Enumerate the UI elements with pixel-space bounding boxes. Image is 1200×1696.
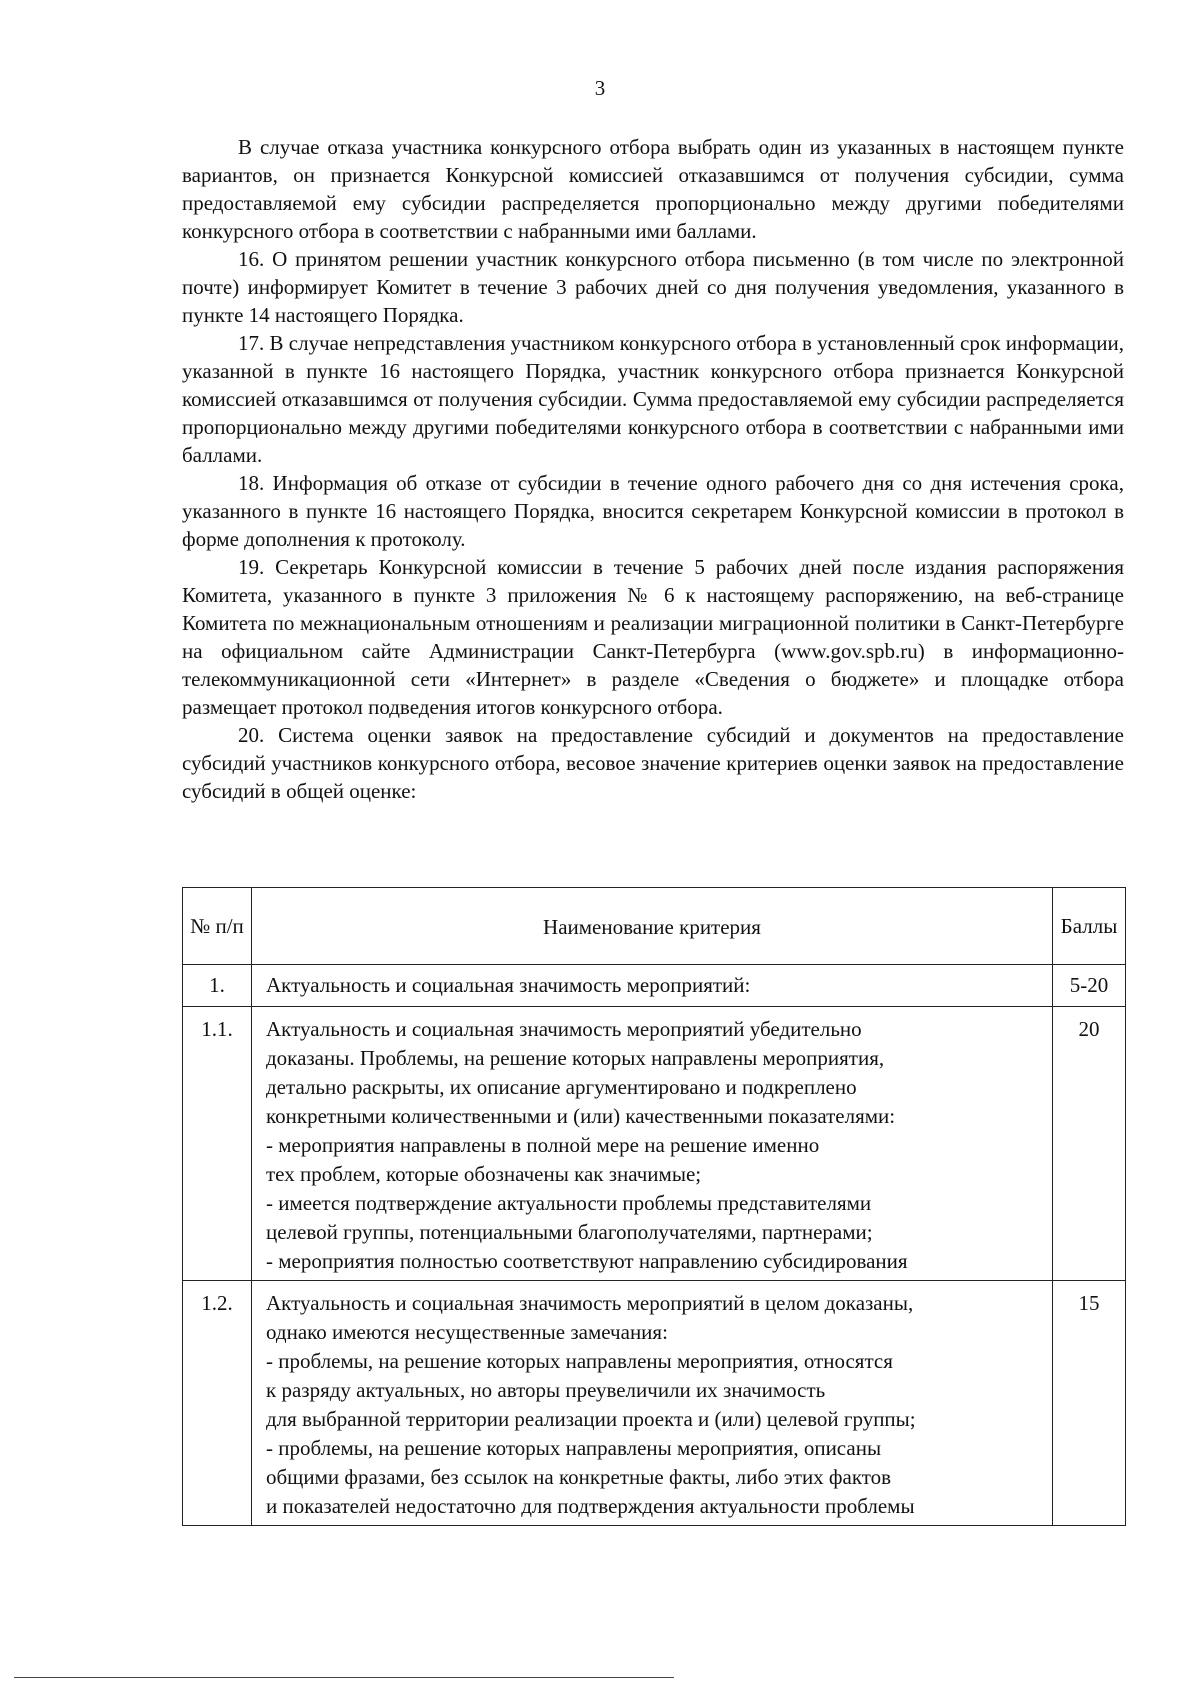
row-criterion [252, 965, 1053, 1007]
paragraph-20: 20. Система оценки заявок на предоставление субсидий и документов на предоставление субсидий участников конкурсного отбора, весовое значение критериев оценки заявок на предоставление субсидий в общей оценке: [182, 723, 1124, 803]
page-number: 3 [594, 76, 606, 100]
table-row [183, 1007, 1126, 1281]
row-num: 1. [183, 965, 252, 1007]
row-num: 1.1. [183, 1007, 252, 1281]
body-text [182, 133, 1124, 805]
footer-divider [14, 1677, 674, 1678]
row-score: 5-20 [1053, 965, 1126, 1007]
paragraph: В случае отказа участника конкурсного отбора выбрать один из указанных в настоящем пункте вариантов, он признается Конкурсной комиссией отказавшимся от получения субсидии, сумма предоставляемой ему субсидии распределяется пропорционально между другими победителями конкурсного отбора в соответствии с набранными ими баллами. [182, 135, 1124, 243]
criterion-line: - мероприятия направлены в полной мере на решение именно [266, 1133, 820, 1157]
header-num: № п/п [183, 888, 252, 965]
criterion-line: однако имеются несущественные замечания: [266, 1320, 668, 1344]
criterion-line: детально раскрыты, их описание аргументировано и подкреплено [266, 1075, 857, 1099]
criterion-line: для выбранной территории реализации проекта и (или) целевой группы; [266, 1407, 916, 1431]
criterion-line: - проблемы, на решение которых направлены мероприятия, относятся [266, 1349, 893, 1373]
paragraph-19: 19. Секретарь Конкурсной комиссии в течение 5 рабочих дней после издания распоряжения Комитета, указанного в пункте 3 приложения № 6 к настоящему распоряжению, на веб-странице Комитета по межнациональным отношениям и реализации миграционной политики в Санкт-Петербурге на официальном сайте Администрации Санкт-Петербурга (www.gov.spb.ru) в информационно-телекоммуникационной сети «Интернет» в разделе «Сведения о бюджете» и площадке отбора размещает протокол подведения итогов конкурсного отбора. [182, 555, 1124, 719]
criterion-line: целевой группы, потенциальными благополучателями, партнерами; [266, 1220, 873, 1244]
paragraph-17: 17. В случае непредставления участником конкурсного отбора в установленный срок информации, указанной в пункте 16 настоящего Порядка, участник конкурсного отбора признается Конкурсной комиссией отказавшимся от получения субсидии. Сумма предоставляемой ему субсидии распределяется пропорционально между другими победителями конкурсного отбора в соответствии с набранными ими баллами. [182, 331, 1124, 467]
header-criterion-name: Наименование критерия [252, 888, 1053, 965]
table-row [183, 965, 1126, 1007]
criterion-line: Актуальность и социальная значимость мероприятий: [266, 973, 751, 997]
row-num: 1.2. [183, 1281, 252, 1526]
criterion-line: к разряду актуальных, но авторы преувеличили их значимость [266, 1378, 826, 1402]
criterion-line: и показателей недостаточно для подтверждения актуальности проблемы [266, 1494, 915, 1518]
criterion-line: Актуальность и социальная значимость мероприятий в целом доказаны, [266, 1291, 914, 1315]
criterion-line: доказаны. Проблемы, на решение которых направлены мероприятия, [266, 1046, 885, 1070]
row-score: 20 [1053, 1007, 1126, 1281]
criteria-table [182, 887, 1126, 1526]
table-row [183, 1281, 1126, 1526]
criterion-line: тех проблем, которые обозначены как значимые; [266, 1162, 702, 1186]
row-criterion [252, 1007, 1053, 1281]
criterion-line: конкретными количественными и (или) качественными показателями: [266, 1104, 896, 1128]
criterion-line: - имеется подтверждение актуальности проблемы представителями [266, 1191, 872, 1215]
criterion-line: общими фразами, без ссылок на конкретные факты, либо этих фактов [266, 1465, 892, 1489]
header-score: Баллы [1053, 888, 1126, 965]
paragraph-18: 18. Информация об отказе от субсидии в течение одного рабочего дня со дня истечения срока, указанного в пункте 16 настоящего Порядка, вносится секретарем Конкурсной комиссии в протокол в форме дополнения к протоколу. [182, 471, 1124, 551]
row-criterion [252, 1281, 1053, 1526]
criterion-line: Актуальность и социальная значимость мероприятий убедительно [266, 1017, 862, 1041]
criterion-line: - проблемы, на решение которых направлены мероприятия, описаны [266, 1436, 882, 1460]
table-header-row [183, 888, 1126, 965]
row-score: 15 [1053, 1281, 1126, 1526]
paragraph-16: 16. О принятом решении участник конкурсного отбора письменно (в том числе по электронной почте) информирует Комитет в течение 3 рабочих дней со дня получения уведомления, указанного в пункте 14 настоящего Порядка. [182, 247, 1124, 327]
criterion-line: - мероприятия полностью соответствуют направлению субсидирования [266, 1249, 908, 1273]
